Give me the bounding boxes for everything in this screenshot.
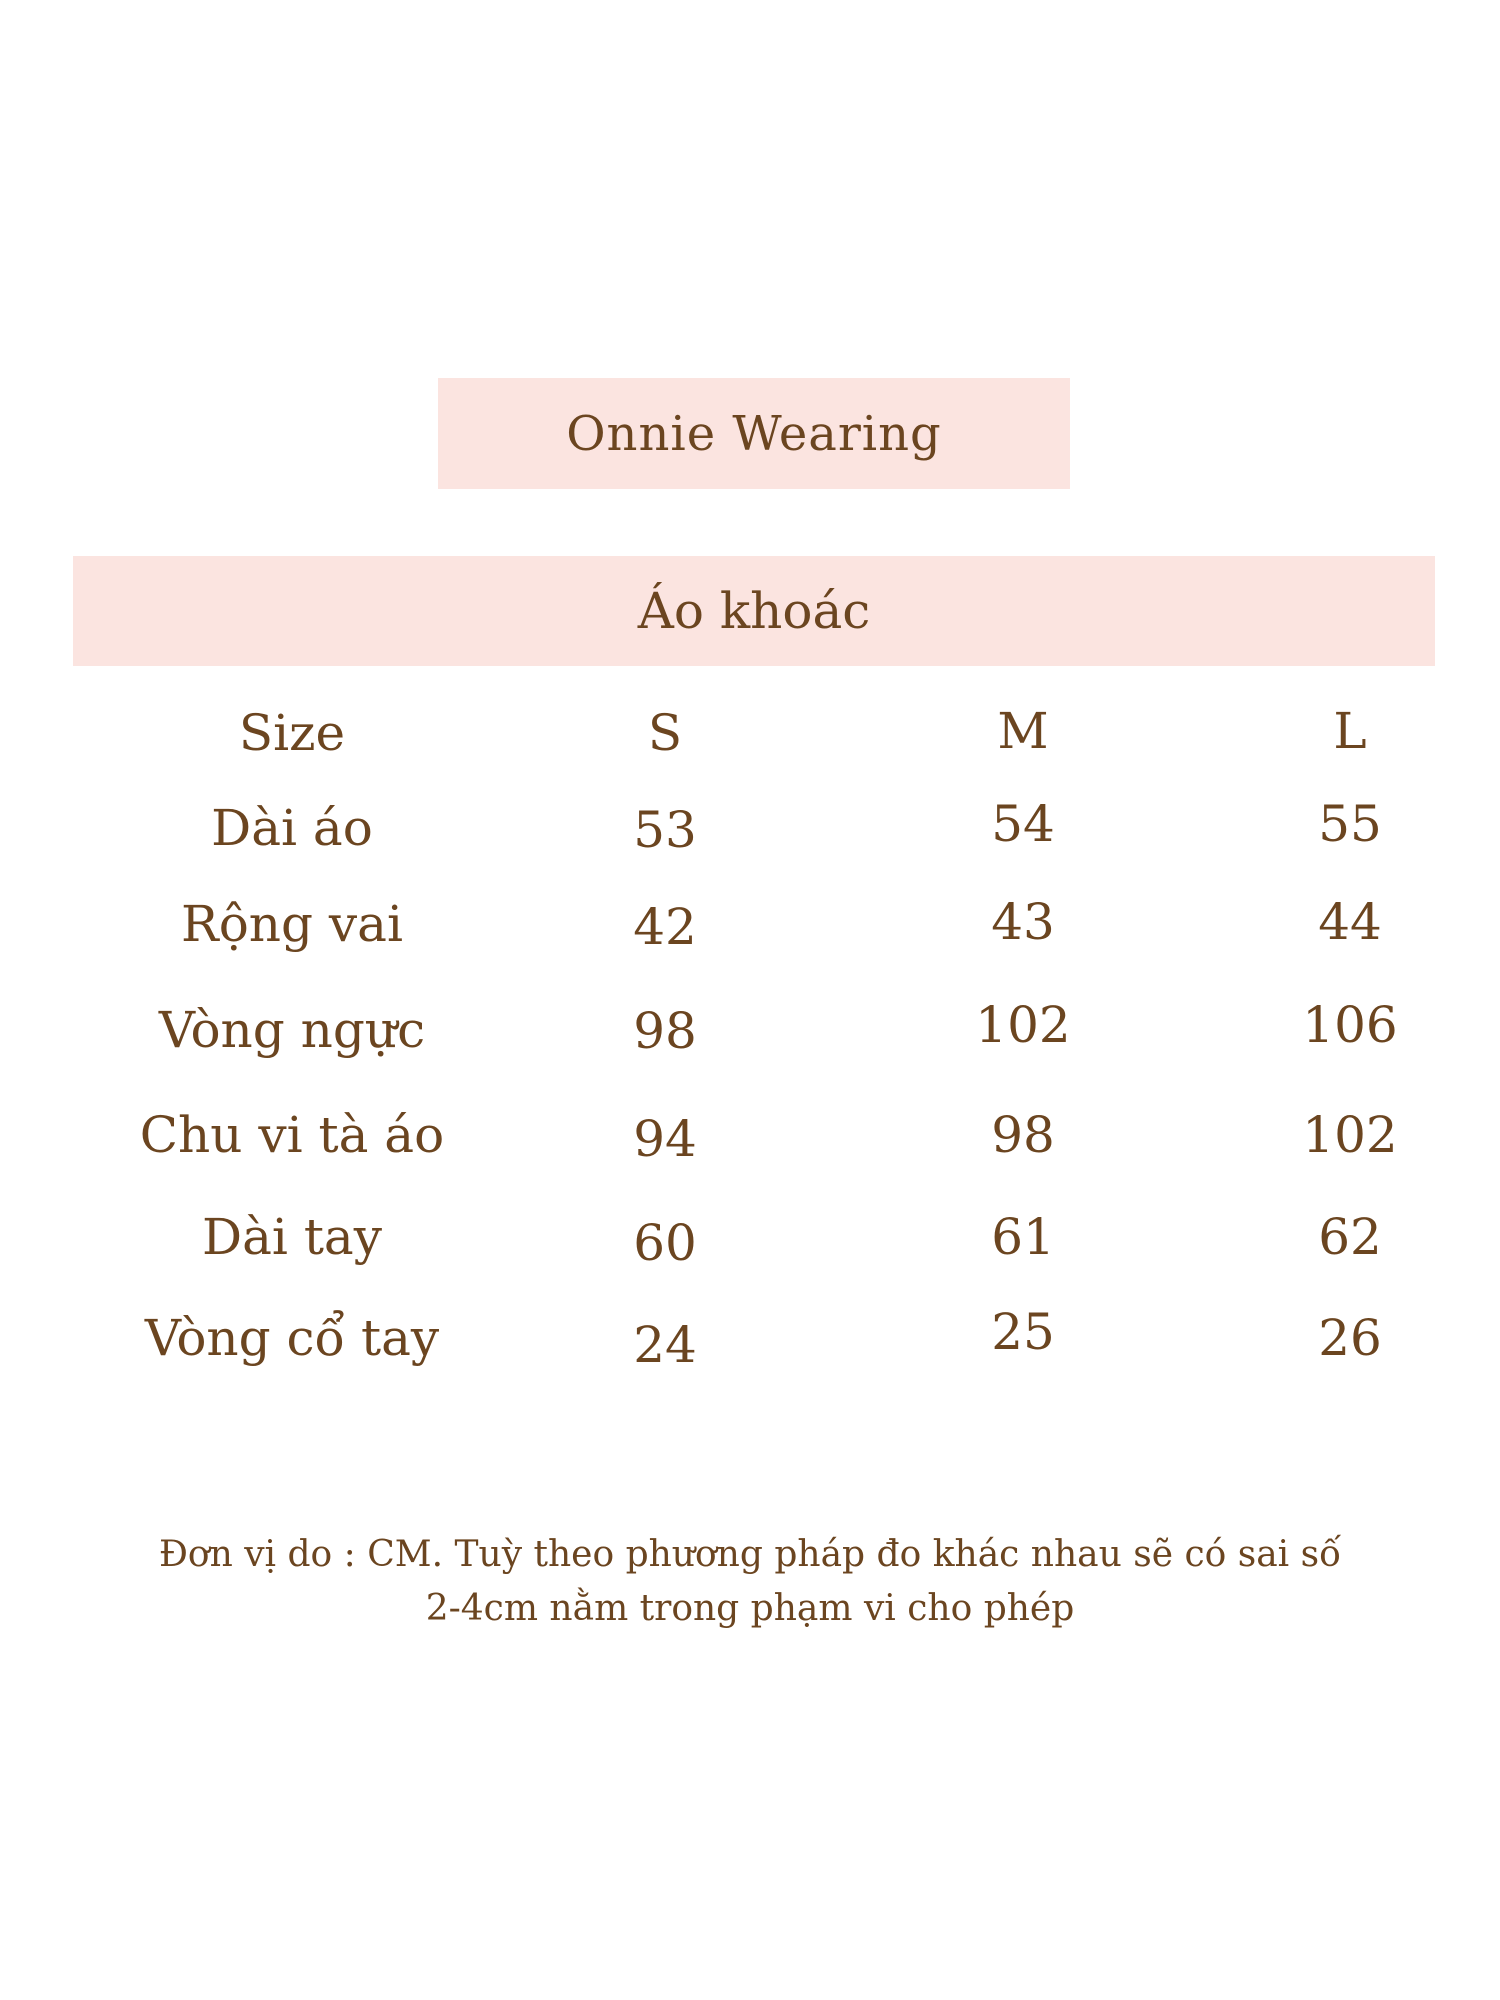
row-value: 60 (633, 1214, 697, 1272)
row-value: 26 (1318, 1309, 1382, 1367)
row-label: Rộng vai (181, 895, 403, 953)
row-value: 98 (633, 1002, 697, 1060)
row-value: 25 (991, 1303, 1055, 1361)
brand-title: Onnie Wearing (566, 405, 942, 462)
note-line-2: 2-4cm nằm trong phạm vi cho phép (425, 1588, 1075, 1629)
row-value: 43 (991, 893, 1055, 951)
row-value: 55 (1318, 795, 1382, 853)
header-l: L (1333, 702, 1367, 760)
row-label: Chu vi tà áo (139, 1106, 445, 1164)
row-value: 102 (975, 996, 1071, 1054)
category-title: Áo khoác (637, 582, 871, 640)
row-value: 44 (1318, 893, 1382, 951)
row-value: 94 (633, 1110, 697, 1168)
row-value: 102 (1302, 1106, 1398, 1164)
row-value: 24 (633, 1316, 697, 1374)
header-m: M (997, 702, 1049, 760)
row-value: 54 (991, 795, 1055, 853)
note-line-1: Đơn vị do : CM. Tuỳ theo phương pháp đo khác nhau sẽ có sai số (158, 1534, 1342, 1575)
row-value: 42 (633, 898, 697, 956)
row-label: Vòng ngực (158, 1001, 426, 1059)
header-s: S (647, 704, 683, 762)
row-value: 53 (633, 801, 697, 859)
measurement-note (0, 1528, 1500, 1636)
row-value: 62 (1318, 1208, 1382, 1266)
row-label: Dài áo (211, 799, 373, 857)
brand-banner (438, 378, 1070, 489)
row-value: 61 (991, 1208, 1055, 1266)
category-banner (73, 556, 1435, 666)
row-label: Dài tay (202, 1208, 382, 1266)
row-value: 106 (1302, 996, 1398, 1054)
header-size: Size (238, 704, 346, 762)
row-value: 98 (991, 1106, 1055, 1164)
row-label: Vòng cổ tay (144, 1309, 440, 1367)
